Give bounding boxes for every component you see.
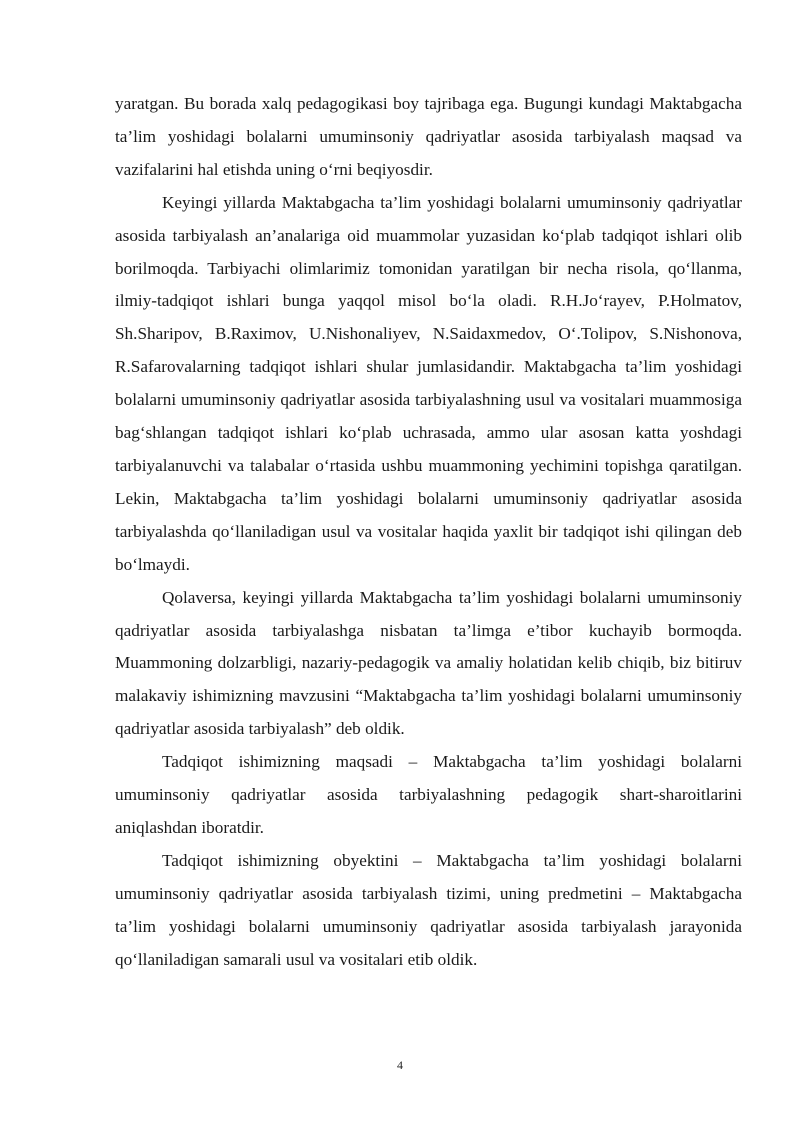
paragraph-research-goal: Tadqiqot ishimizning maqsadi – Maktabgacha ta’lim yoshidagi bolalarni umuminsoniy qadriyatlar asosida tarbiyalashning pedagogik shart-sharoitlarini aniqlashdan iboratdir. — [115, 752, 742, 837]
paragraph-intro-continuation: yaratgan. Bu borada xalq pedagogikasi boy tajribaga ega. Bugungi kundagi Maktabgacha ta’lim yoshidagi bolalarni umuminsoniy qadriyatlar asosida tarbiyalash maqsad va vazifalarini hal etishda uning o‘rni beqiyosdir. — [115, 94, 742, 179]
page-number: 4 — [397, 1058, 403, 1072]
paragraph-topic-relevance: Qolaversa, keyingi yillarda Maktabgacha ta’lim yoshidagi bolalarni umuminsoniy qadriyatlar asosida tarbiyalashga nisbatan ta’limga e’tibor kuchayib bormoqda. Muammoning dolzarbligi, nazariy-pedagogik va amaliy holatidan kelib chiqib, biz bitiruv malakaviy ishimizning mavzusini “Maktabgacha ta’lim yoshidagi bolalarni umuminsoniy qadriyatlar asosida tarbiyalash” deb oldik. — [115, 587, 742, 739]
document-body — [115, 88, 742, 976]
paragraph-research-overview: Keyingi yillarda Maktabgacha ta’lim yoshidagi bolalarni umuminsoniy qadriyatlar asosida tarbiyalash an’analariga oid muammolar yuzasidan ko‘plab tadqiqot ishlari olib borilmoqda. Tarbiyachi olimlarimiz tomonidan yaratilgan bir necha risola, qo‘llanma, ilmiy-tadqiqot ishlari bunga yaqqol misol bo‘la oladi. R.H.Jo‘rayev, P.Holmatov, Sh.Sharipov, B.Raximov, U.Nishonaliyev, N.Saidaxmedov, O‘.Tolipov, S.Nishonova, R.Safarovalarning tadqiqot ishlari shular jumlasidandir. Maktabgacha ta’lim yoshidagi bolalarni umuminsoniy qadriyatlar asosida tarbiyalashning usul va vositalari muammosiga bag‘shlangan tadqiqot ishlari ko‘plab uchrasada, ammo ular asosan katta yoshdagi tarbiyalanuvchi va talabalar o‘rtasida ushbu muammoning yechimini topishga qaratilgan. Lekin, Maktabgacha ta’lim yoshidagi bolalarni umuminsoniy qadriyatlar asosida tarbiyalashda qo‘llaniladigan usul va vositalar haqida yaxlit bir tadqiqot ishi qilingan deb bo‘lmaydi. — [115, 192, 742, 574]
paragraph-research-object: Tadqiqot ishimizning obyektini – Maktabgacha ta’lim yoshidagi bolalarni umuminsoniy qadriyatlar asosida tarbiyalash tizimi, uning predmetini – Maktabgacha ta’lim yoshidagi bolalarni umuminsoniy qadriyatlar asosida tarbiyalash jarayonida qo‘llaniladigan samarali usul va vositalari etib oldik. — [115, 850, 742, 969]
